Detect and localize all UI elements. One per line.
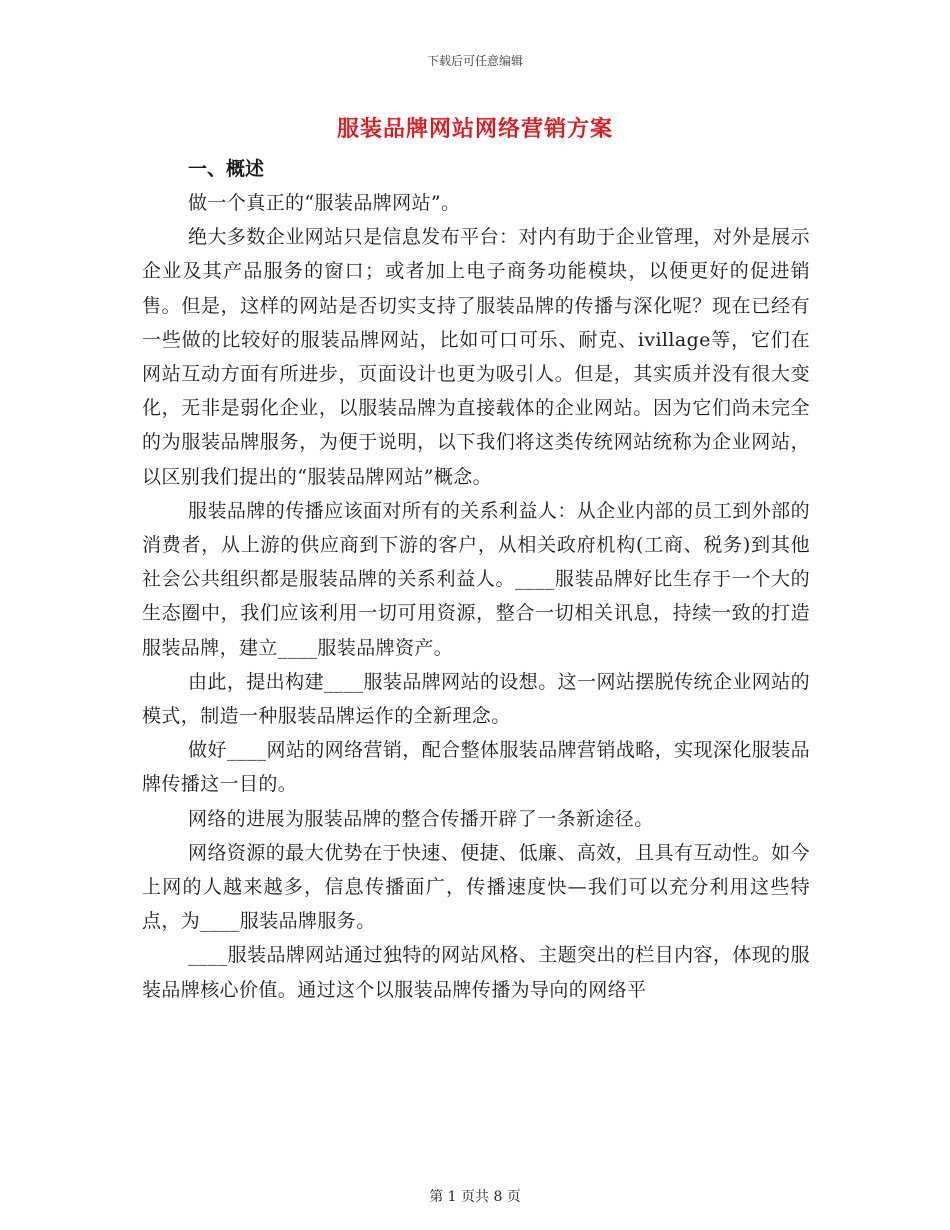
paragraph-7: 网络资源的最大优势在于快速、便捷、低廉、高效，且具有互动性。如今上网的人越来越多，信息传播面广，传播速度快—我们可以充分利用这些特点，为____服装品牌服务。 [142,841,810,933]
document-body [142,152,810,1007]
section-heading: 一、概述 [188,158,265,180]
page-footer: 第 1 页共 8 页 [429,1189,521,1205]
document-title: 服装品牌网站网络营销方案 [336,116,613,142]
paragraph-1: 做一个真正的“服装品牌网站”。 [188,192,461,214]
paragraph-2: 绝大多数企业网站只是信息发布平台：对内有助于企业管理，对外是展示企业及其产品服务的窗口；或者加上电子商务功能模块，以便更好的促进销售。但是，这样的网站是否切实支持了服装品牌的传播与深化呢？现在已经有一些做的比较好的服装品牌网站，比如可口可乐、耐克、ivillage等，它们在网站互动方面有所进步，页面设计也更为吸引人。但是，其实质并没有很大变化，无非是弱化企业，以服装品牌为直接载体的企业网站。因为它们尚未完全的为服装品牌服务，为便于说明，以下我们将这类传统网站统称为企业网站，以区别我们提出的“服装品牌网站”概念。 [142,226,810,488]
paragraph-4: 由此，提出构建____服装品牌网站的设想。这一网站摆脱传统企业网站的模式，制造一种服装品牌运作的全新理念。 [142,670,810,728]
header-note: 下载后可任意编辑 [426,54,523,68]
paragraph-8: ____服装品牌网站通过独特的网站风格、主题突出的栏目内容，体现的服装品牌核心价值。通过这个以服装品牌传播为导向的网络平 [142,944,810,1001]
paragraph-6: 网络的进展为服装品牌的整合传播开辟了一条新途径。 [188,807,654,830]
paragraph-3: 服装品牌的传播应该面对所有的关系利益人：从企业内部的员工到外部的消费者，从上游的供应商到下游的客户，从相关政府机构(工商、税务)到其他社会公共组织都是服装品牌的关系利益人。____服装品牌好比生存于一个大的生态圈中，我们应该利用一切可用资源，整合一切相关讯息，持续一致的打造服装品牌，建立____服装品牌资产。 [142,499,810,659]
paragraph-5: 做好____网站的网络营销，配合整体服装品牌营销战略，实现深化服装品牌传播这一目的。 [142,739,810,796]
